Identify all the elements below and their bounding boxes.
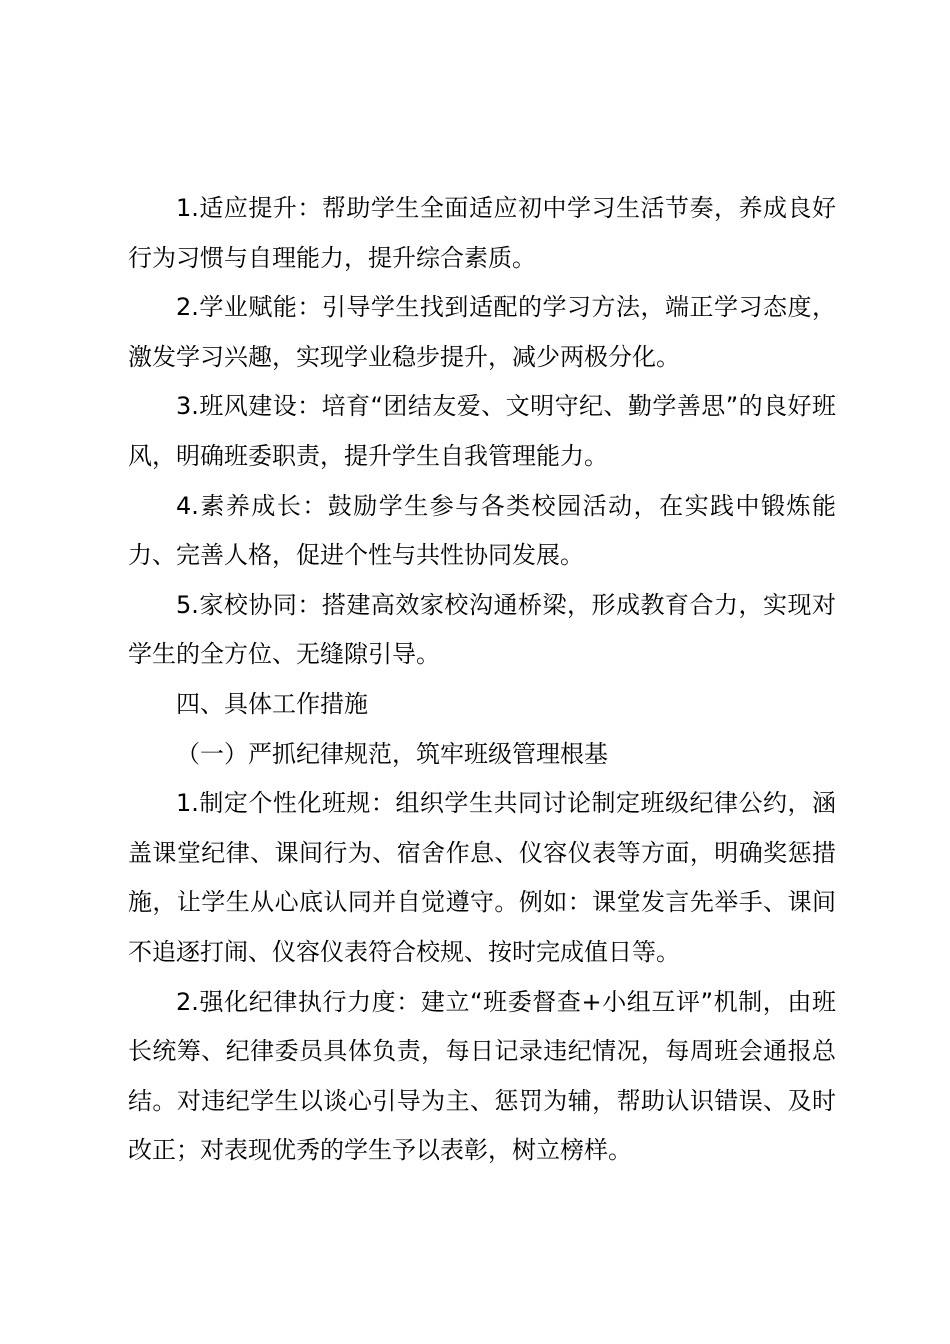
goal-paragraph-3: 3.班风建设：培育“团结友爱、文明守纪、勤学善思”的良好班风，明确班委职责，提升学生自我管理能力。 [128,392,836,470]
measure-paragraph-1: 1.制定个性化班规：组织学生共同讨论制定班级纪律公约，涵盖课堂纪律、课间行为、宿舍作息、仪容仪表等方面，明确奖惩措施，让学生从心底认同并自觉遵守。例如：课堂发言先举手、课间不追逐打闹、仪容仪表符合校规、按时完成值日等。 [128,789,836,966]
measure-paragraph-2: 2.强化纪律执行力度：建立“班委督查+小组互评”机制，由班长统筹、纪律委员具体负责，每日记录违纪情况，每周班会通报总结。对违纪学生以谈心引导为主、惩罚为辅，帮助认识错误、及时改正；对表现优秀的学生予以表彰，树立榜样。 [128,987,836,1165]
goal-paragraph-2: 2.学业赋能：引导学生找到适配的学习方法，端正学习态度，激发学习兴趣，实现学业稳步提升，减少两极分化。 [128,293,836,371]
subsection-heading: （一）严抓纪律规范，筑牢班级管理根基 [176,739,608,768]
goal-paragraph-1: 1.适应提升：帮助学生全面适应初中学习生活节奏，养成良好行为习惯与自理能力，提升综合素质。 [128,194,836,272]
section-heading: 四、具体工作措施 [176,689,368,718]
goal-paragraph-5: 5.家校协同：搭建高效家校沟通桥梁，形成教育合力，实现对学生的全方位、无缝隙引导。 [128,590,836,669]
document-page [128,184,836,1176]
goal-paragraph-4: 4.素养成长：鼓励学生参与各类校园活动，在实践中锻炼能力、完善人格，促进个性与共性协同发展。 [128,491,836,570]
